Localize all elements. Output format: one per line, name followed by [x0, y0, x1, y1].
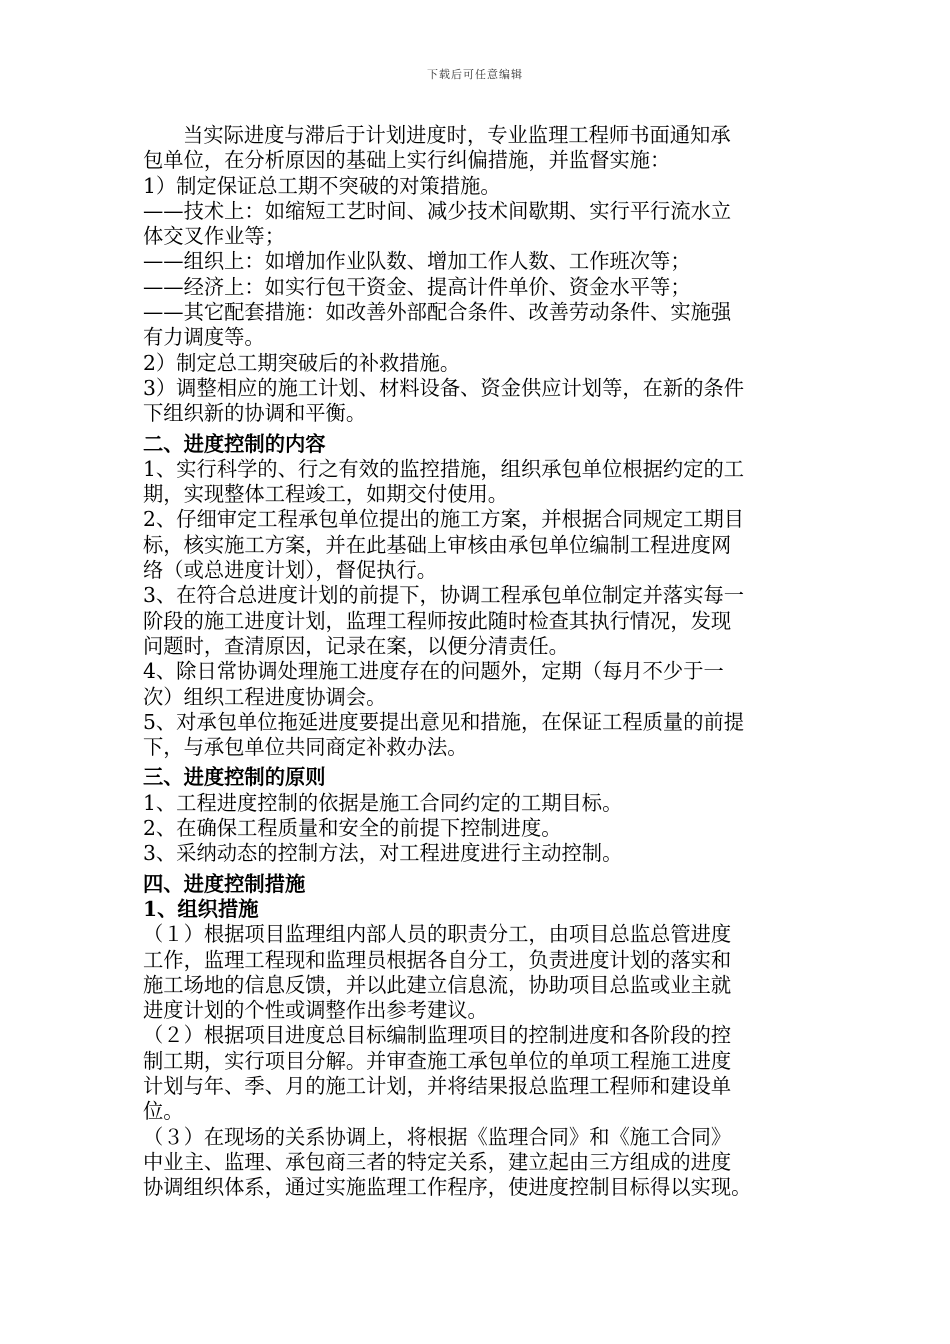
paragraph-line: 阶段的施工进度计划，监理工程师按此随时检查其执行情况，发现: [143, 608, 732, 633]
section-heading: 四、进度控制措施: [143, 871, 306, 896]
paragraph-line: 1、实行科学的、行之有效的监控措施，组织承包单位根据约定的工: [143, 456, 745, 481]
paragraph-line: 位。: [143, 1099, 184, 1124]
paragraph-line: ——经济上：如实行包干资金、提高计件单价、资金水平等；: [143, 274, 691, 299]
paragraph-line: ——组织上：如增加作业队数、增加工作人数、工作班次等；: [143, 249, 691, 274]
paragraph-line: 计划与年、季、月的施工计划，并将结果报总监理工程师和建设单: [143, 1073, 732, 1098]
section-heading: 三、进度控制的原则: [143, 765, 326, 790]
paragraph-line: 5、对承包单位拖延进度要提出意见和措施，在保证工程质量的前提: [143, 709, 745, 734]
paragraph-line: ——技术上：如缩短工艺时间、减少技术间歇期、实行平行流水立: [143, 198, 732, 223]
paragraph-line: 施工场地的信息反馈，并以此建立信息流，协助项目总监或业主就: [143, 972, 732, 997]
paragraph-line: 络（或总进度计划），督促执行。: [143, 558, 438, 583]
paragraph-line: （１）根据项目监理组内部人员的职责分工，由项目总监总管进度: [143, 922, 732, 947]
paragraph-line: 2、仔细审定工程承包单位提出的施工方案，并根据合同规定工期目: [143, 507, 745, 532]
paragraph-line: 下组织新的协调和平衡。: [143, 401, 367, 426]
document-body: [143, 123, 823, 1200]
paragraph-line: 工作，监理工程现和监理员根据各自分工，负责进度计划的落实和: [143, 947, 732, 972]
page-header: 下载后可任意编辑: [427, 68, 523, 81]
paragraph-line: 协调组织体系，通过实施监理工作程序，使进度控制目标得以实现。: [143, 1175, 752, 1200]
paragraph-line: 1、工程进度控制的依据是施工合同约定的工期目标。: [143, 790, 623, 815]
paragraph-line: 2、在确保工程质量和安全的前提下控制进度。: [143, 816, 562, 841]
paragraph-line: 下，与承包单位共同商定补救办法。: [143, 735, 468, 760]
paragraph-line: 3、采纳动态的控制方法，对工程进度进行主动控制。: [143, 841, 623, 866]
paragraph-line: 期，实现整体工程竣工，如期交付使用。: [143, 482, 509, 507]
subsection-heading: 1、组织措施: [143, 896, 259, 921]
paragraph-line: 体交叉作业等；: [143, 224, 285, 249]
paragraph-line: 4、除日常协调处理施工进度存在的问题外，定期（每月不少于一: [143, 659, 724, 684]
paragraph-line: 当实际进度与滞后于计划进度时，专业监理工程师书面通知承: [183, 123, 731, 147]
paragraph-line: 次）组织工程进度协调会。: [143, 684, 387, 709]
paragraph-line: 制工期，实行项目分解。并审查施工承包单位的单项工程施工进度: [143, 1048, 732, 1073]
paragraph-line: 3）调整相应的施工计划、材料设备、资金供应计划等，在新的条件: [143, 375, 745, 400]
paragraph-line: 中业主、监理、承包商三者的特定关系，建立起由三方组成的进度: [143, 1149, 732, 1174]
paragraph-line: 3、在符合总进度计划的前提下，协调工程承包单位制定并落实每一: [143, 583, 745, 608]
paragraph-line: ——其它配套措施：如改善外部配合条件、改善劳动条件、实施强: [143, 300, 732, 325]
paragraph-line: 1）制定保证总工期不突破的对策措施。: [143, 173, 501, 198]
paragraph-line: 标，核实施工方案，并在此基础上审核由承包单位编制工程进度网: [143, 532, 732, 557]
paragraph-line: 进度计划的个性或调整作出参考建议。: [143, 998, 488, 1023]
paragraph-line: 包单位，在分析原因的基础上实行纠偏措施，并监督实施：: [143, 148, 671, 173]
paragraph-line: （３）在现场的关系协调上，将根据《监理合同》和《施工合同》: [143, 1124, 732, 1149]
paragraph-line: （２）根据项目进度总目标编制监理项目的控制进度和各阶段的控: [143, 1023, 732, 1048]
paragraph-line: 有力调度等。: [143, 325, 265, 350]
paragraph-line: 2）制定总工期突破后的补救措施。: [143, 350, 461, 375]
section-heading: 二、进度控制的内容: [143, 431, 326, 456]
paragraph-line: 问题时，查清原因，记录在案，以便分清责任。: [143, 633, 569, 658]
